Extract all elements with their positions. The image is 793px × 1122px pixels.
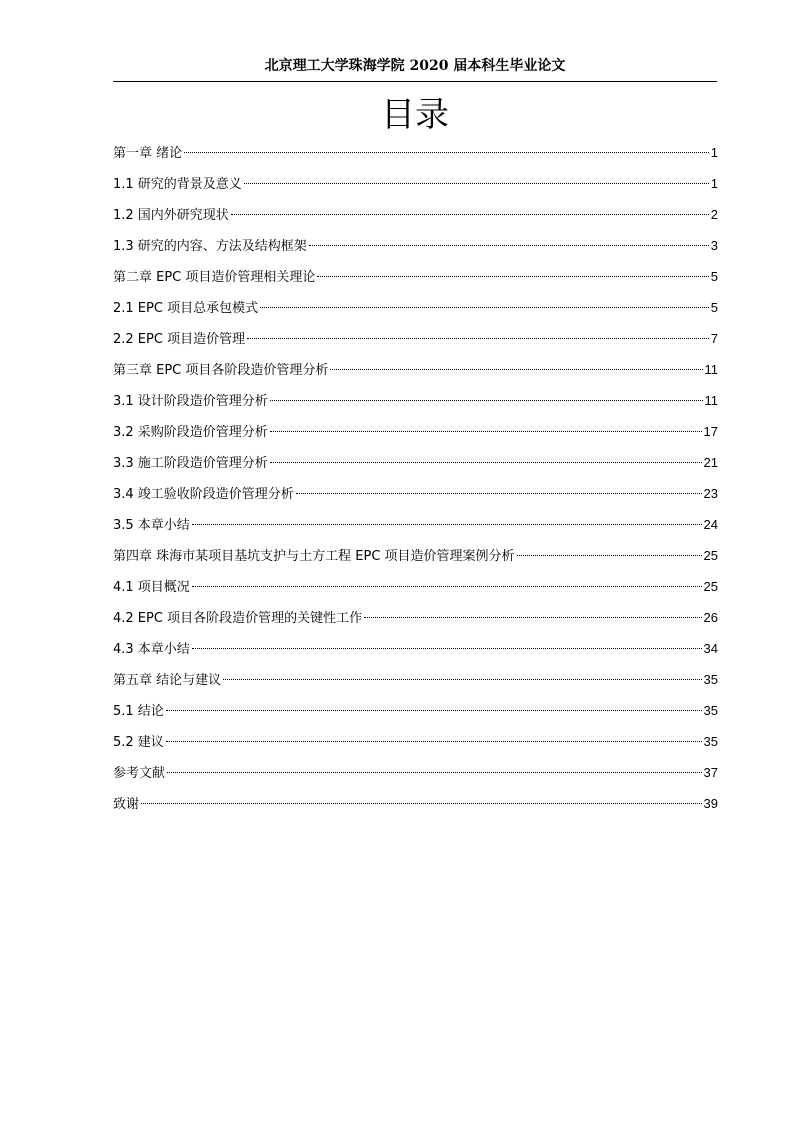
toc-entry-1-1[interactable]	[113, 172, 718, 203]
toc-entry-page: 35	[703, 734, 718, 749]
toc-entry-page: 5	[710, 269, 718, 284]
toc-entry-page: 35	[703, 703, 718, 718]
toc-entry-page: 23	[703, 486, 718, 501]
toc-dot-leader	[330, 369, 702, 370]
toc-entry-page: 11	[704, 362, 718, 377]
toc-entry-page: 34	[703, 641, 718, 656]
toc-dot-leader	[270, 431, 702, 432]
toc-entry-acknowledgements[interactable]	[113, 792, 718, 823]
toc-entry-references[interactable]	[113, 761, 718, 792]
toc-dot-leader	[192, 586, 702, 587]
toc-entry-label: 3.2 采购阶段造价管理分析	[113, 425, 268, 440]
toc-entry-page: 11	[704, 393, 718, 408]
toc-entry-page: 25	[703, 579, 718, 594]
toc-entry-3-5[interactable]	[113, 513, 718, 544]
toc-entry-label: 3.4 竣工验收阶段造价管理分析	[113, 487, 294, 502]
toc-dot-leader	[244, 183, 709, 184]
toc-entry-page: 5	[710, 300, 718, 315]
toc-entry-label: 1.3 研究的内容、方法及结构框架	[113, 239, 307, 254]
toc-entry-label: 第一章 绪论	[113, 146, 183, 161]
toc-entry-page: 25	[703, 548, 718, 563]
toc-entry-chapter-4[interactable]	[113, 544, 718, 575]
toc-entry-3-3[interactable]	[113, 451, 718, 482]
toc-entry-1-2[interactable]	[113, 203, 718, 234]
toc-entry-label: 第五章 结论与建议	[113, 673, 222, 688]
toc-entry-5-2[interactable]	[113, 730, 718, 761]
toc-entry-label: 第二章 EPC 项目造价管理相关理论	[113, 270, 316, 285]
toc-dot-leader	[223, 679, 701, 680]
toc-entry-5-1[interactable]	[113, 699, 718, 730]
toc-entry-3-4[interactable]	[113, 482, 718, 513]
toc-dot-leader	[309, 245, 709, 246]
toc-dot-leader	[270, 462, 702, 463]
toc-dot-leader	[317, 276, 708, 277]
toc-entry-chapter-3[interactable]	[113, 358, 718, 389]
toc-entry-label: 1.2 国内外研究现状	[113, 208, 229, 223]
toc-entry-label: 5.1 结论	[113, 704, 164, 719]
toc-entry-3-2[interactable]	[113, 420, 718, 451]
toc-entry-label: 4.2 EPC 项目各阶段造价管理的关键性工作	[113, 611, 363, 626]
toc-entry-page: 37	[703, 765, 718, 780]
toc-entry-page: 17	[703, 424, 718, 439]
toc-dot-leader	[517, 555, 702, 556]
toc-dot-leader	[296, 493, 702, 494]
toc-dot-leader	[247, 338, 709, 339]
toc-entry-chapter-1[interactable]	[113, 141, 718, 172]
toc-dot-leader	[270, 400, 703, 401]
toc-entry-label: 3.5 本章小结	[113, 518, 190, 533]
toc-dot-leader	[166, 710, 702, 711]
toc-entry-label: 致谢	[113, 797, 140, 812]
toc-entry-4-3[interactable]	[113, 637, 718, 668]
toc-entry-page: 26	[703, 610, 718, 625]
toc-entry-label: 第四章 珠海市某项目基坑支护与土方工程 EPC 项目造价管理案例分析	[113, 549, 515, 564]
toc-entry-label: 3.1 设计阶段造价管理分析	[113, 394, 268, 409]
toc-entry-4-2[interactable]	[113, 606, 718, 637]
toc-entry-label: 2.2 EPC 项目造价管理	[113, 332, 246, 347]
toc-list	[113, 141, 718, 823]
page-header-title: 北京理工大学珠海学院 2020 届本科生毕业论文	[264, 58, 566, 74]
toc-dot-leader	[167, 772, 702, 773]
toc-entry-page: 1	[710, 176, 718, 191]
toc-entry-page: 39	[703, 796, 718, 811]
toc-entry-page: 3	[710, 238, 718, 253]
toc-entry-3-1[interactable]	[113, 389, 718, 420]
toc-entry-label: 4.3 本章小结	[113, 642, 190, 657]
toc-entry-page: 2	[710, 207, 718, 222]
toc-dot-leader	[166, 741, 702, 742]
toc-dot-leader	[141, 803, 702, 804]
toc-entry-page: 24	[703, 517, 718, 532]
toc-entry-page: 35	[703, 672, 718, 687]
toc-entry-2-1[interactable]	[113, 296, 718, 327]
toc-entry-1-3[interactable]	[113, 234, 718, 265]
toc-entry-chapter-2[interactable]	[113, 265, 718, 296]
header-rule	[113, 81, 717, 82]
toc-entry-label: 第三章 EPC 项目各阶段造价管理分析	[113, 363, 329, 378]
toc-entry-label: 5.2 建议	[113, 735, 164, 750]
toc-entry-chapter-5[interactable]	[113, 668, 718, 699]
toc-entry-label: 参考文献	[113, 766, 166, 781]
toc-entry-label: 4.1 项目概况	[113, 580, 190, 595]
toc-dot-leader	[364, 617, 701, 618]
toc-dot-leader	[260, 307, 709, 308]
toc-dot-leader	[231, 214, 709, 215]
toc-entry-2-2[interactable]	[113, 327, 718, 358]
toc-dot-leader	[184, 152, 709, 153]
toc-dot-leader	[192, 648, 702, 649]
toc-title: 目录	[381, 95, 449, 135]
toc-entry-page: 21	[703, 455, 718, 470]
toc-entry-label: 3.3 施工阶段造价管理分析	[113, 456, 268, 471]
toc-entry-label: 2.1 EPC 项目总承包模式	[113, 301, 259, 316]
toc-entry-label: 1.1 研究的背景及意义	[113, 177, 242, 192]
toc-entry-page: 1	[710, 145, 718, 160]
toc-dot-leader	[192, 524, 702, 525]
toc-entry-4-1[interactable]	[113, 575, 718, 606]
toc-entry-page: 7	[710, 331, 718, 346]
